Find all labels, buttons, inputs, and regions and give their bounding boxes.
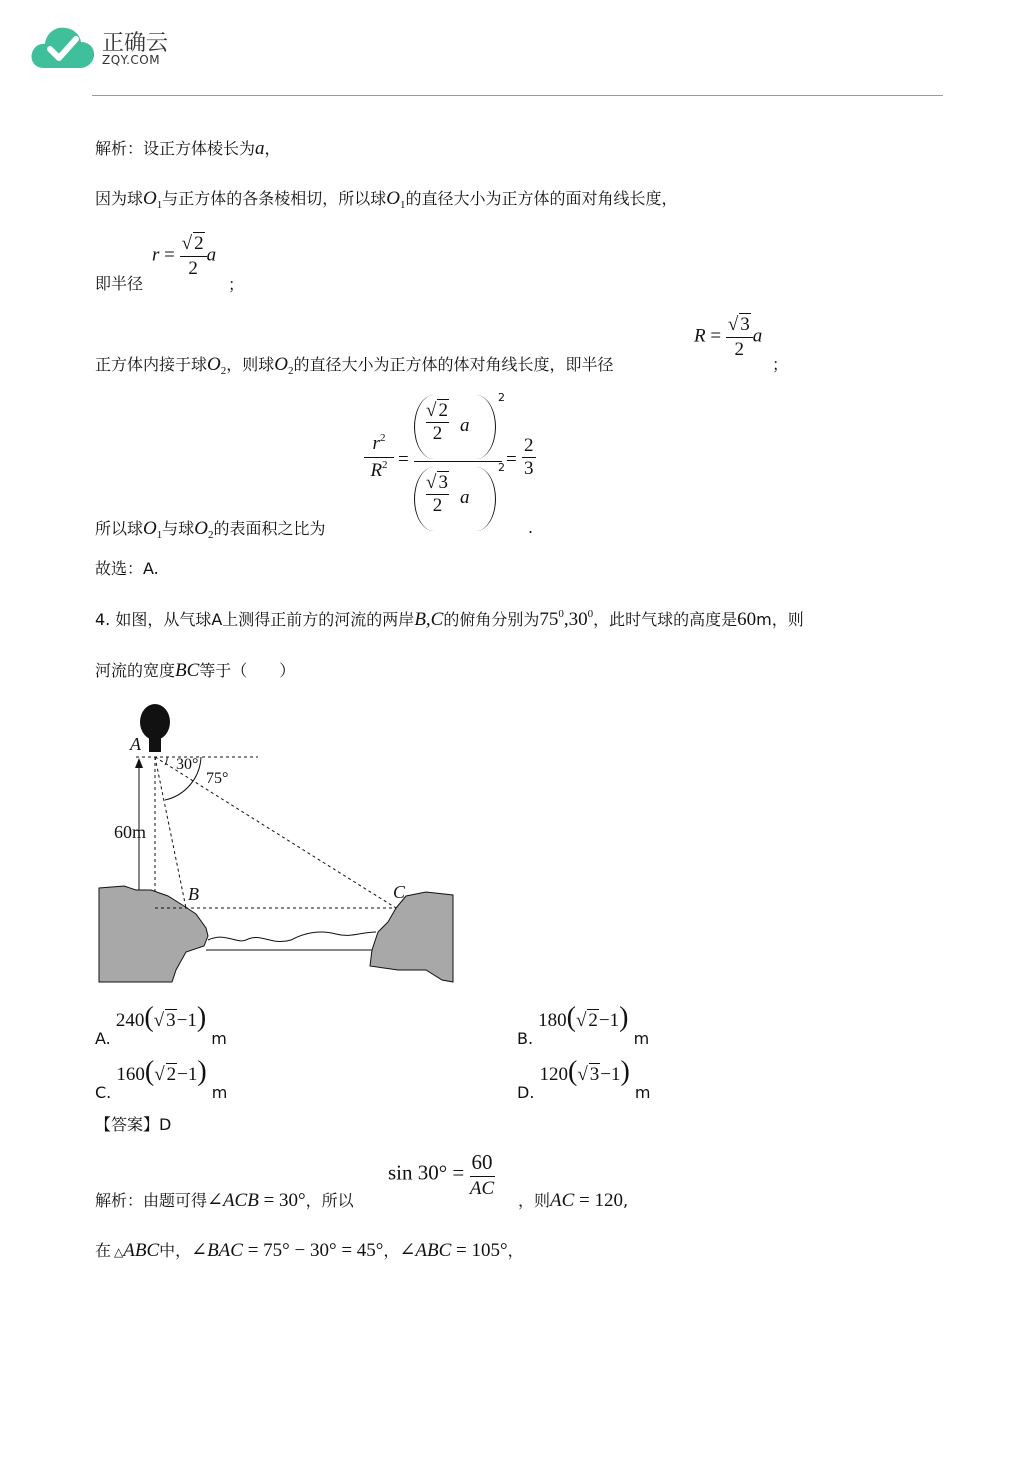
- logo: [30, 22, 180, 74]
- label-C: C: [393, 882, 406, 902]
- sol4-line2: 在 △ABC中，∠BAC = 75° − 30° = 45°，∠ABC = 105°，: [95, 1240, 524, 1261]
- sol4-line1: 解析：由题可得∠ACB = 30°，所以: [95, 1190, 354, 1211]
- option-A[interactable]: A. 240(√ 3−1) m: [95, 1002, 227, 1048]
- radius-R-formula: R = $\frac{√ 3}{2}$ a: [694, 314, 763, 360]
- balloon-figure: [96, 700, 458, 988]
- header-divider: [92, 95, 943, 96]
- q4-line2: 河流的宽度BC等于（ ）: [95, 660, 296, 681]
- label-B: B: [188, 884, 199, 904]
- option-C[interactable]: C. 160(√ 2−1) m: [95, 1056, 228, 1102]
- cloud-check-icon: [30, 22, 96, 72]
- angle-30-label: 30°: [176, 756, 199, 773]
- sol3-choice: 故选：A.: [95, 559, 159, 578]
- sin-formula: sin 30° = $\frac{60}{AC}$: [388, 1150, 495, 1199]
- sol3-line4: 正方体内接于球$O_2$，则球$O_2$的直径大小为正方体的体对角线长度，即半径: [95, 354, 614, 377]
- sol3-line5-end: .: [528, 518, 534, 537]
- height-label: 60m: [114, 822, 147, 842]
- option-D[interactable]: D. 120(√ 3−1) m: [517, 1056, 651, 1102]
- sol3-line1: 解析：设正方体棱长为a，: [95, 138, 281, 159]
- answer-line: 【答案】D: [95, 1115, 172, 1134]
- angle-75-label: 75°: [206, 770, 229, 787]
- sol3-line5: 所以球$O_1$与球$O_2$的表面积之比为: [95, 518, 326, 541]
- option-B[interactable]: B. 180(√ 2−1) m: [517, 1002, 650, 1048]
- brand-name-en: ZQY.COM: [102, 53, 161, 67]
- q4-line1: 4. 如图，从气球A上测得正前方的河流的两岸B,C的俯角分别为$75^0,30^0$，此时气球的高度是60m，则: [95, 608, 804, 630]
- sol3-line3-text: 即半径: [95, 274, 144, 293]
- sol3-line2: 因为球$O_1$与正方体的各条棱相切，所以球$O_1$的直径大小为正方体的面对角线长度，: [95, 188, 678, 211]
- ratio-formula: $r^2$ $R^2$ = √ 2 2 a 2 √ 3 2 a 2 = 2 3: [362, 393, 542, 533]
- brand-name-cn: 正确云: [102, 31, 169, 56]
- sol3-line4-end: ；: [772, 355, 789, 374]
- sol4-line1-end: ，则AC = 120,: [518, 1190, 629, 1211]
- radius-r-formula: r = $\frac{√ 2}{2}$ a: [152, 233, 217, 279]
- sol3-line3-end: ；: [228, 275, 245, 294]
- label-A: A: [130, 734, 141, 754]
- balloon-diagram: [96, 700, 458, 988]
